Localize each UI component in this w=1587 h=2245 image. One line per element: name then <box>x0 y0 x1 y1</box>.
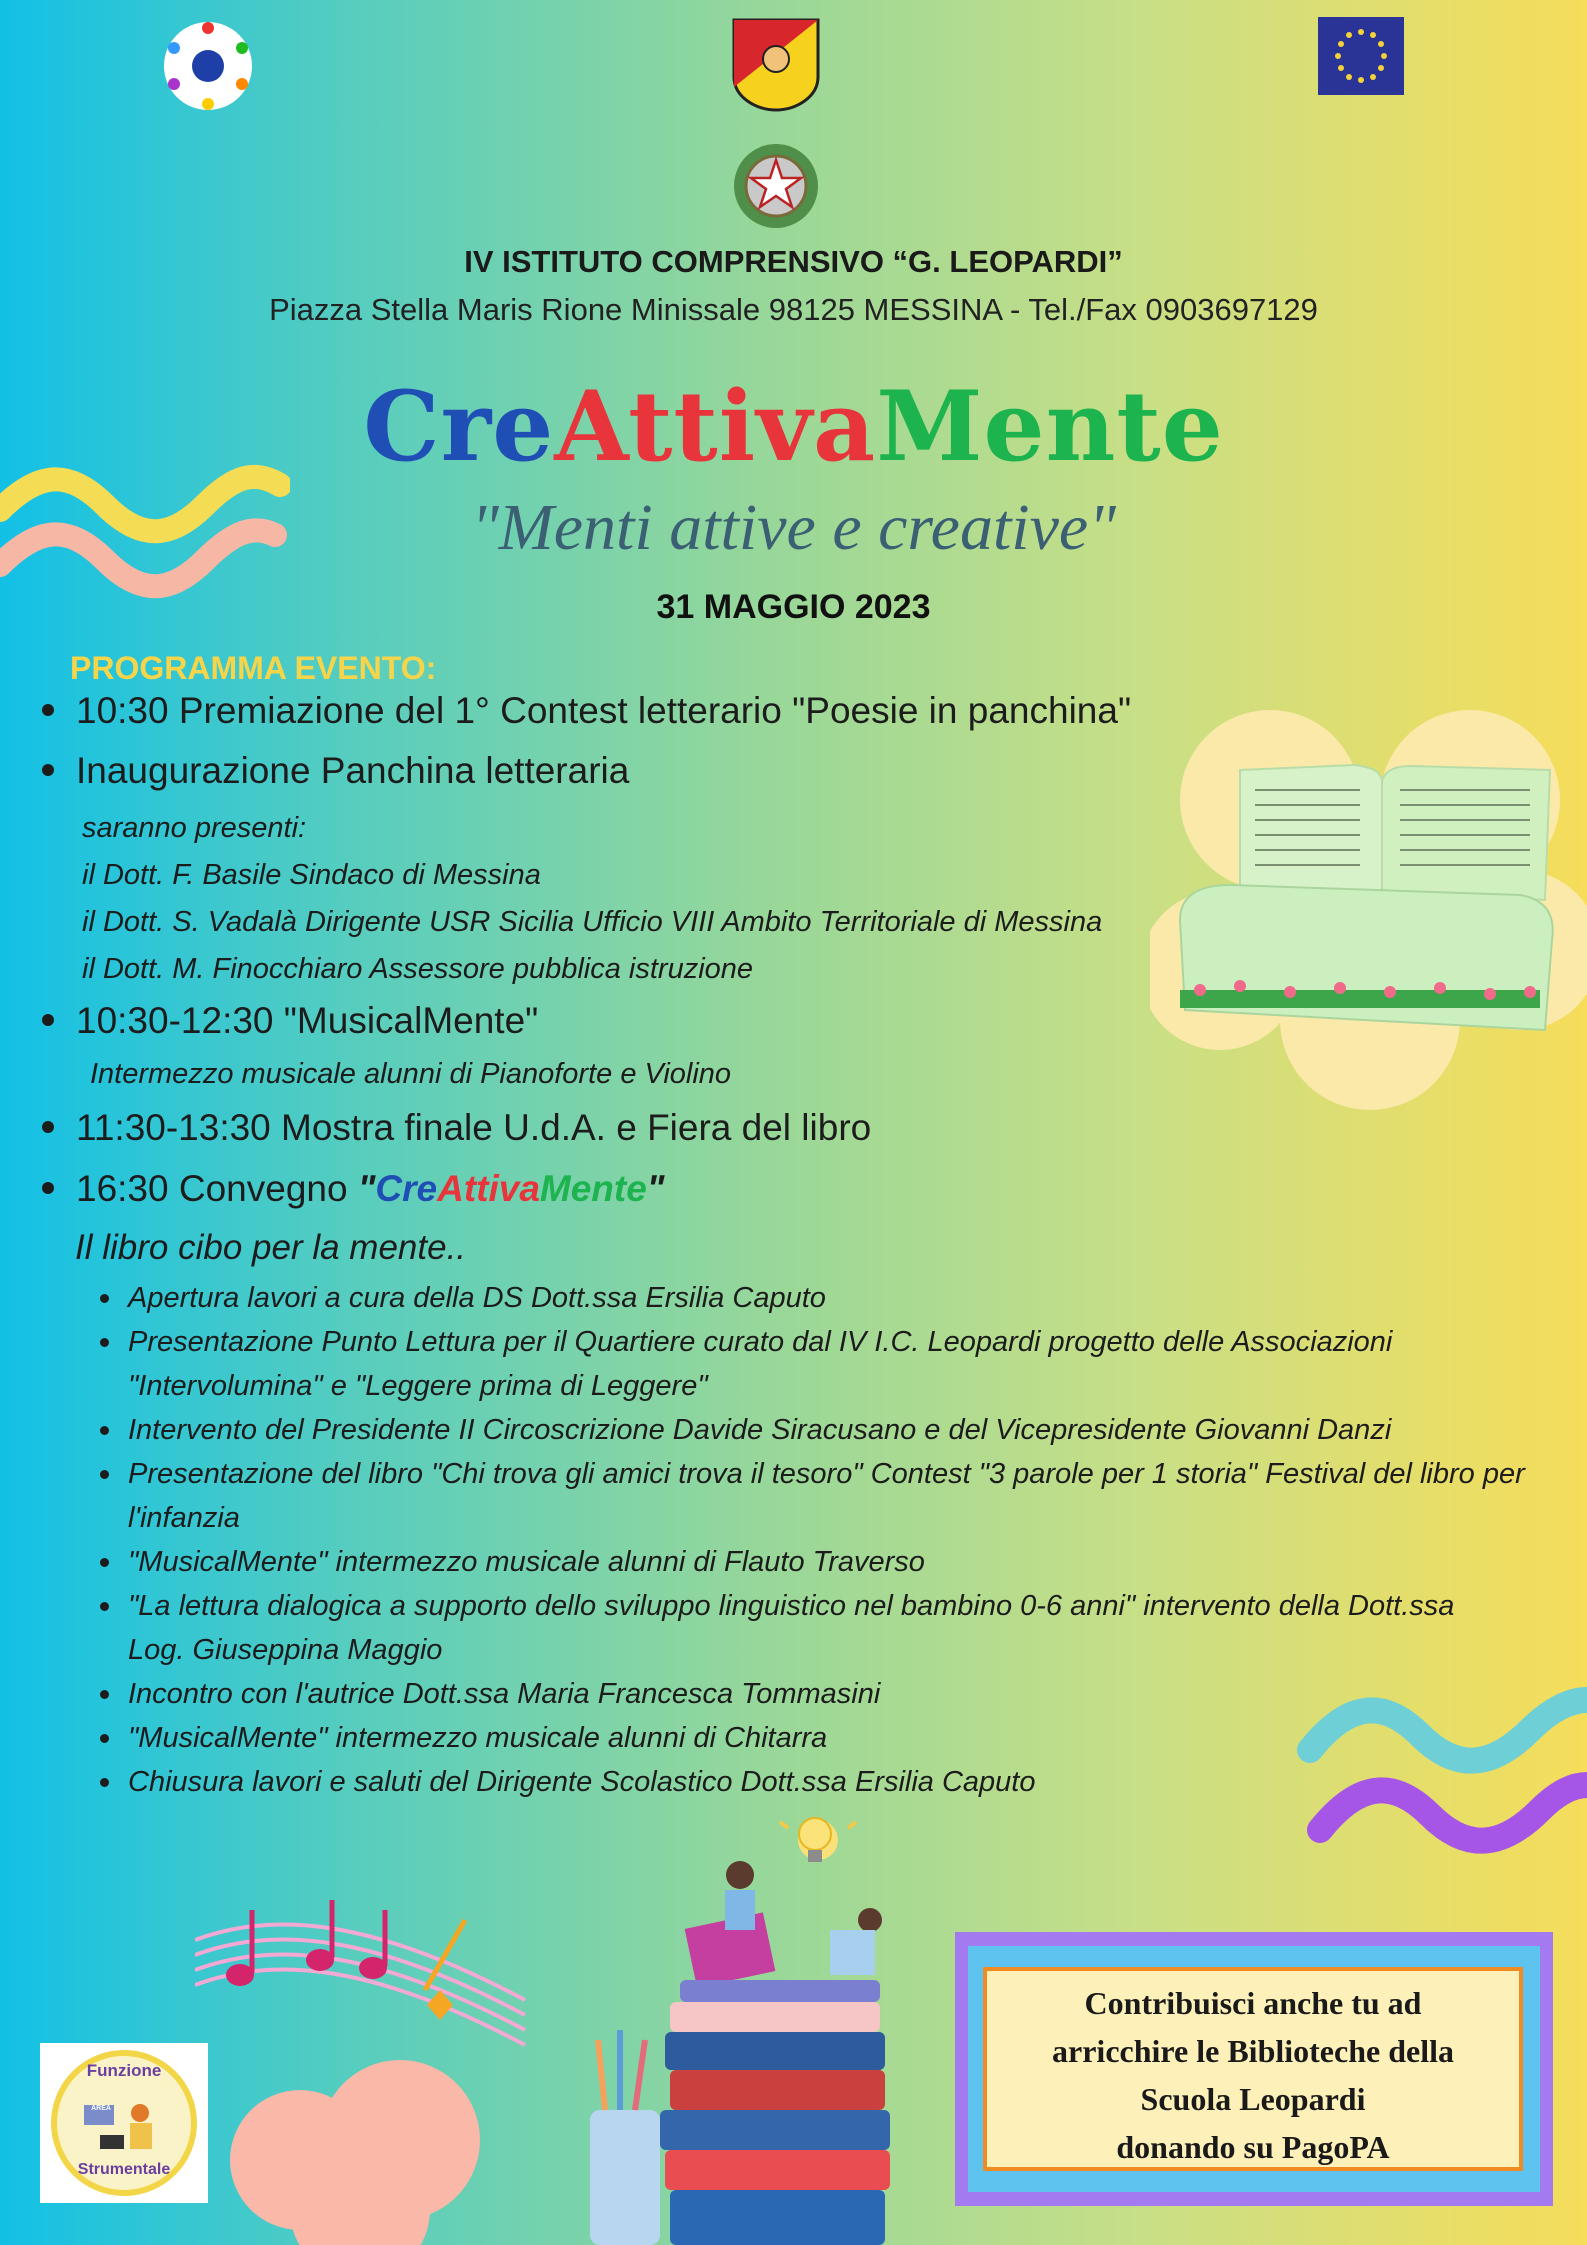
program-item-bench <box>42 750 629 792</box>
cloud-decoration <box>210 2040 510 2245</box>
program-item-convegno-text: 16:30 Convegno <box>76 1168 358 1209</box>
program-item-exhibition <box>42 1107 871 1149</box>
convegno-item-text: Intervento del Presidente II Circoscrizione Davide Siracusano e del Vicepresidente Giovanni Danzi <box>128 1414 1392 1446</box>
convegno-attiva: Attiva <box>437 1168 540 1209</box>
badge-area-text: AREA <box>91 2105 111 2112</box>
reading-kids-icon <box>590 1810 900 2245</box>
convegno-item-text: "MusicalMente" intermezzo musicale alunni di Flauto Traverso <box>128 1546 925 1578</box>
convegno-item <box>100 1320 1528 1408</box>
program-item-musicalmente <box>42 1000 538 1042</box>
convegno-item <box>100 1672 1528 1716</box>
convegno-item-text: "MusicalMente" intermezzo musicale alunni di Chitarra <box>128 1722 828 1754</box>
donate-line-2: arricchire le Biblioteche della <box>1052 2033 1454 2069</box>
event-subtitle: "Menti attive e creative" <box>471 491 1116 564</box>
donate-line-1: Contribuisci anche tu ad <box>1084 1985 1422 2021</box>
convegno-item-text: Chiusura lavori e saluti del Dirigente Scolastico Dott.ssa Ersilia Caputo <box>128 1766 1036 1798</box>
program-item-convegno <box>42 1168 664 1210</box>
convegno-item <box>100 1276 1528 1320</box>
badge-bottom-text: Strumentale <box>77 2161 171 2178</box>
program-item-bench-text: Inaugurazione Panchina letteraria <box>76 750 630 791</box>
sicily-flag-icon <box>731 17 821 113</box>
school-name: IV ISTITUTO COMPRENSIVO “G. LEOPARDI” <box>464 244 1123 279</box>
donate-box <box>983 1967 1523 2171</box>
present-guest-2: il Dott. S. Vadalà Dirigente USR Sicilia Ufficio VIII Ambito Territoriale di Messina <box>82 906 1103 938</box>
program-heading: PROGRAMMA EVENTO: <box>70 650 437 686</box>
title-part-cre: Cre <box>363 370 555 483</box>
convegno-item <box>100 1760 1528 1804</box>
convegno-item <box>100 1452 1528 1540</box>
convegno-item-text: Presentazione del libro "Chi trova gli amici trova il tesoro" Contest "3 parole per 1 storia" Festival del libro per l'infanzia <box>128 1458 1525 1534</box>
convegno-item <box>100 1408 1528 1452</box>
program-item-awards <box>42 690 1131 732</box>
music-notes-icon <box>195 1880 535 2060</box>
title-part-attiva: Attiva <box>554 370 877 483</box>
italy-emblem-icon <box>730 140 822 232</box>
convegno-item <box>100 1716 1528 1760</box>
event-date: 31 MAGGIO 2023 <box>656 588 931 626</box>
school-logo-icon <box>160 18 256 114</box>
program-item-musicalmente-text: 10:30-12:30 "MusicalMente" <box>76 1000 539 1041</box>
program-item-awards-text: 10:30 Premiazione del 1° Contest letterario "Poesie in panchina" <box>76 690 1132 731</box>
school-address: Piazza Stella Maris Rione Minissale 98125 MESSINA - Tel./Fax 0903697129 <box>269 292 1318 327</box>
donate-line-4: donando su PagoPA <box>1116 2129 1390 2165</box>
convegno-item-text: Incontro con l'autrice Dott.ssa Maria Francesca Tommasini <box>128 1678 881 1710</box>
musicalmente-note: Intermezzo musicale alunni di Pianoforte e Violino <box>90 1058 732 1090</box>
program-item-exhibition-text: 11:30-13:30 Mostra finale U.d.A. e Fiera del libro <box>76 1107 872 1148</box>
book-bench-icon <box>1150 690 1587 1110</box>
funzione-strumentale-badge <box>40 2043 208 2203</box>
convegno-item <box>100 1540 1528 1584</box>
lightbulb-icon <box>790 1810 840 1870</box>
badge-top-text: Funzione <box>86 2061 162 2080</box>
quote-close: " <box>646 1168 665 1209</box>
convegno-cre: Cre <box>375 1168 438 1209</box>
convegno-item-text: "La lettura dialogica a supporto dello sviluppo linguistico nel bambino 0-6 anni" intervento della Dott.ssa Log. Giuseppina Maggio <box>128 1590 1455 1666</box>
convegno-title: Il libro cibo per la mente.. <box>75 1228 467 1267</box>
event-title <box>0 370 1587 483</box>
eu-flag-icon <box>1318 17 1404 95</box>
quote-open: " <box>357 1168 376 1209</box>
title-part-mente: Mente <box>876 370 1224 483</box>
present-guest-3: il Dott. M. Finocchiaro Assessore pubblica istruzione <box>82 953 754 985</box>
convegno-item-text: Apertura lavori a cura della DS Dott.ssa Ersilia Caputo <box>128 1282 826 1314</box>
present-intro: saranno presenti: <box>82 812 307 844</box>
donate-line-3: Scuola Leopardi <box>1140 2081 1366 2117</box>
present-guest-1: il Dott. F. Basile Sindaco di Messina <box>82 859 541 891</box>
convegno-item-text: Presentazione Punto Lettura per il Quartiere curato dal IV I.C. Leopardi progetto delle Associazioni "Intervolumina" e "Leggere prima di Leggere" <box>128 1326 1393 1402</box>
convegno-item <box>100 1584 1498 1672</box>
convegno-mente: Mente <box>539 1168 647 1209</box>
